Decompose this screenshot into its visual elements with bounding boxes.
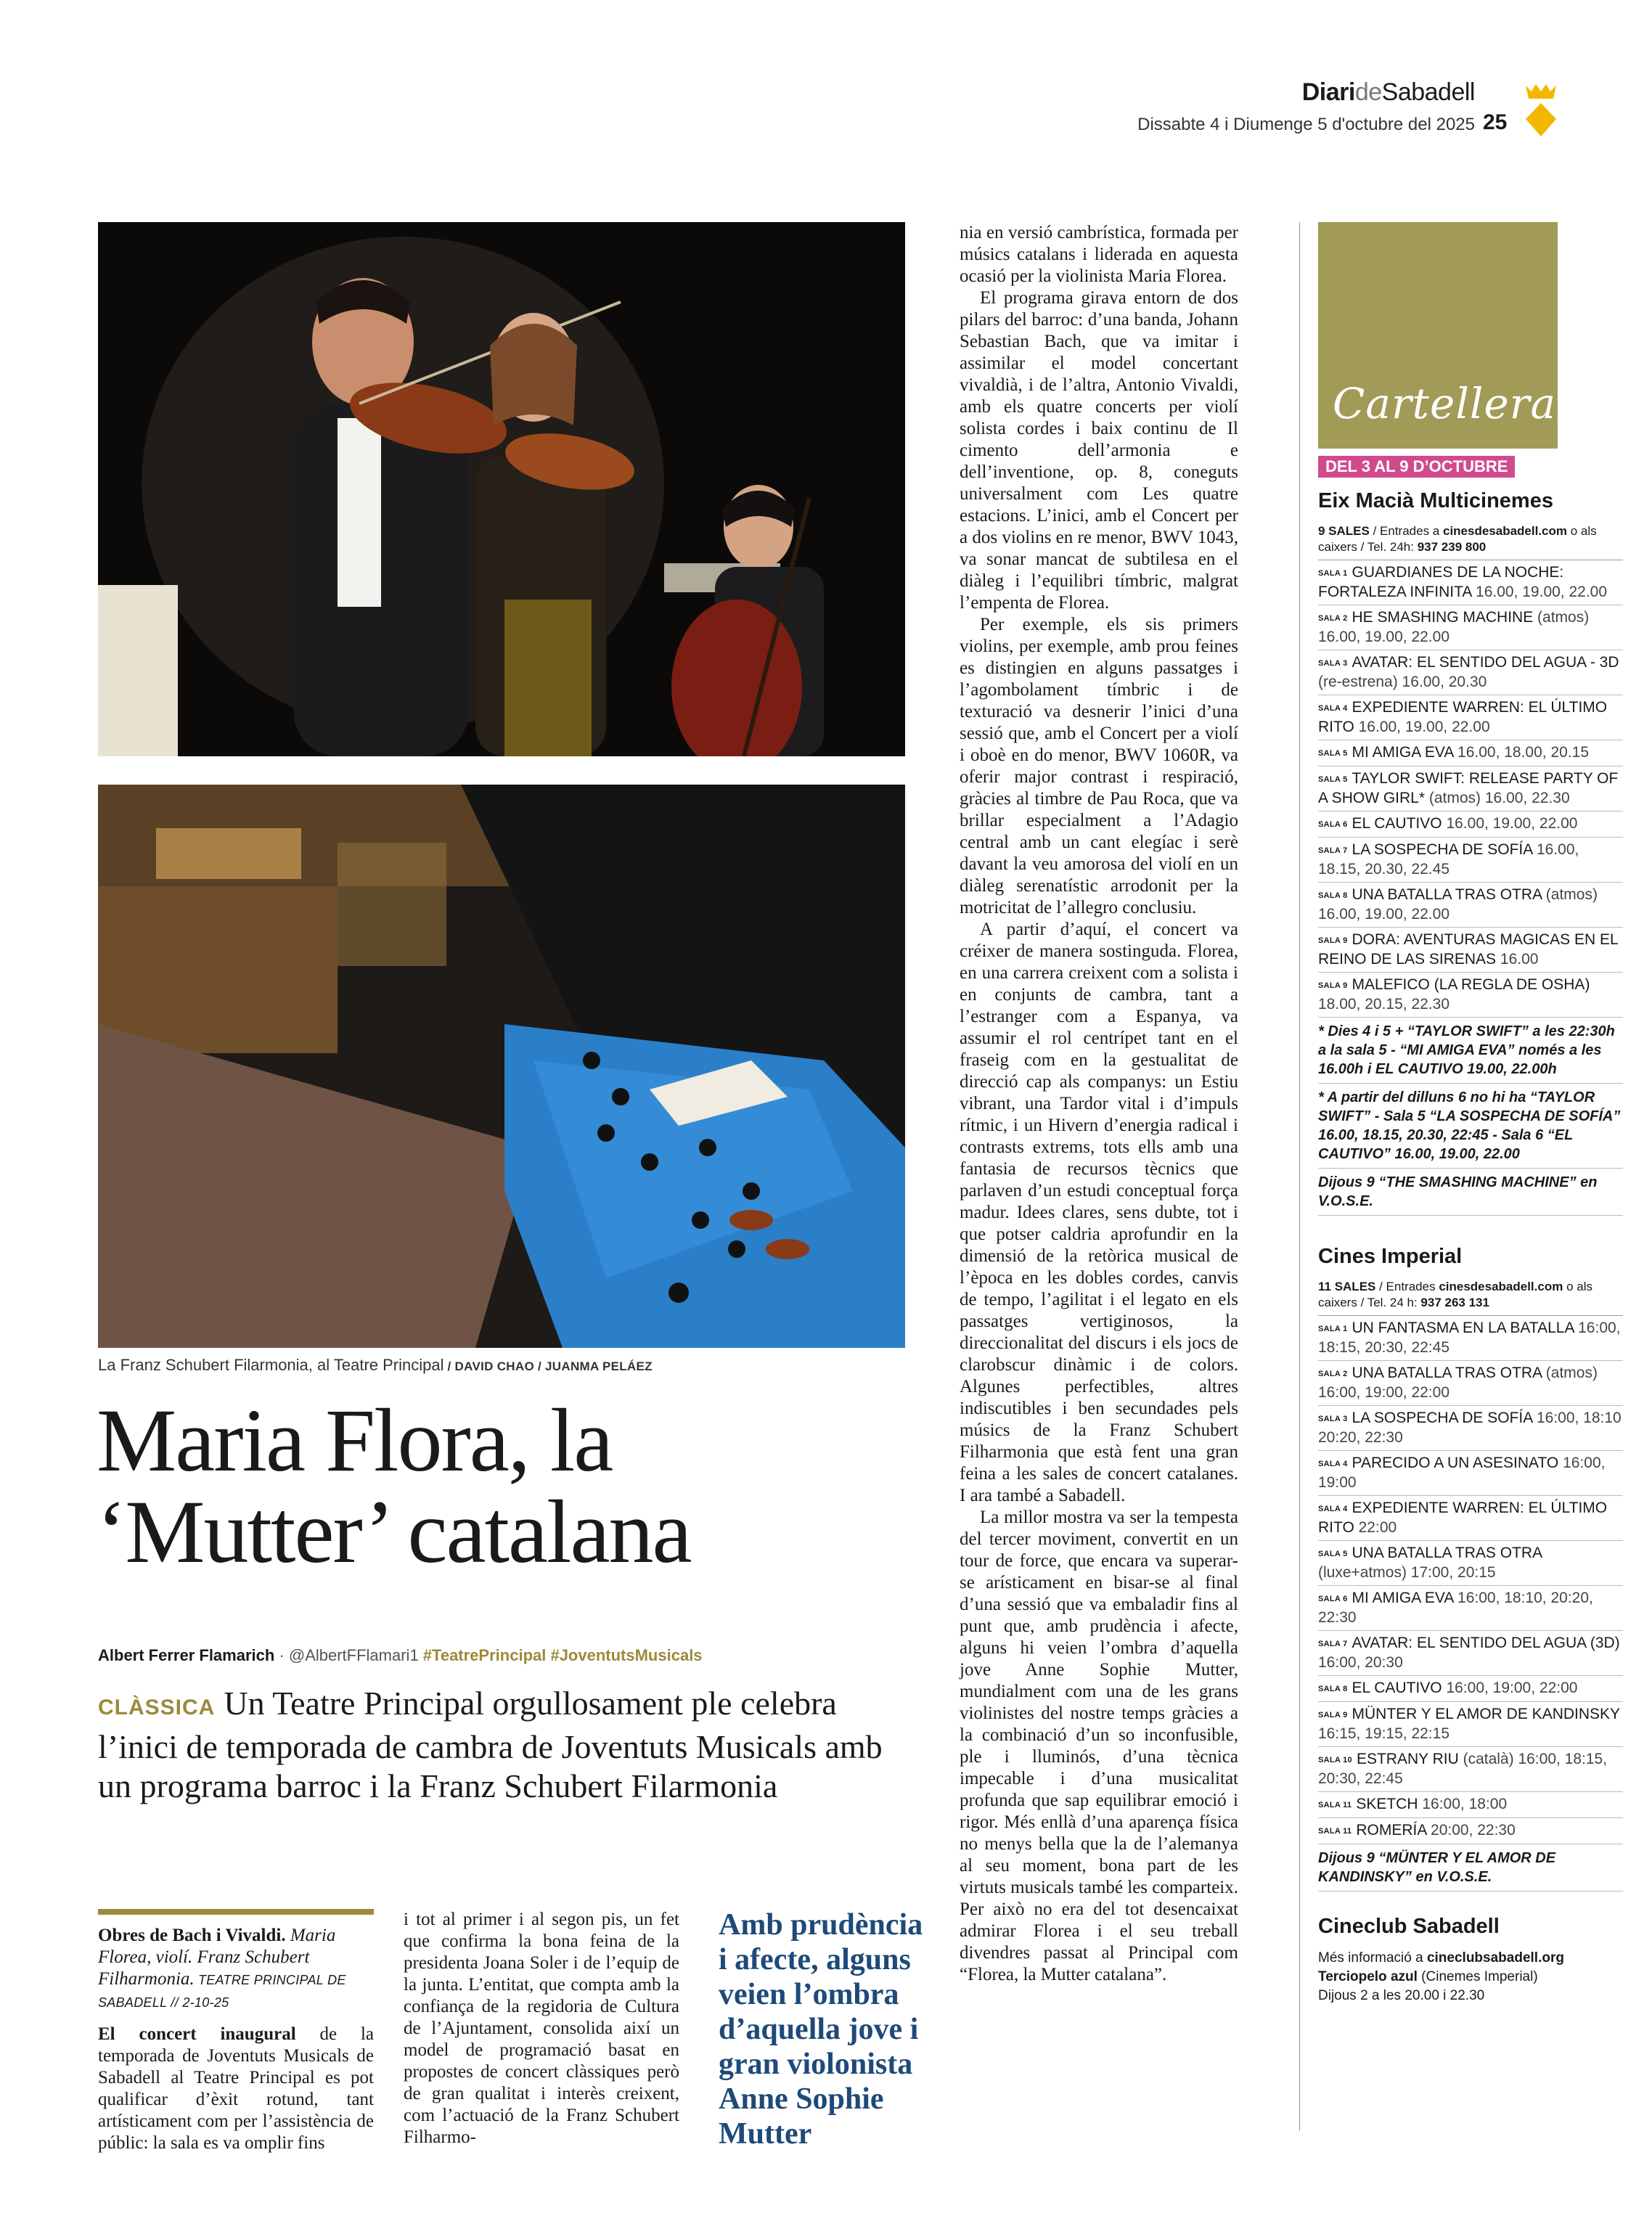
film-listing xyxy=(1318,560,1623,605)
film-listing xyxy=(1318,1747,1623,1792)
film-listing xyxy=(1318,838,1623,883)
sala-label: SALA 5 xyxy=(1318,749,1348,758)
film-title: LA SOSPECHA DE SOFÍA xyxy=(1352,841,1533,858)
film-listing xyxy=(1318,928,1623,973)
sala-label: SALA 2 xyxy=(1318,1370,1348,1378)
screening-note: * A partir del dilluns 6 no hi ha “TAYLOR SWIFT” - Sala 5 “LA SOSPECHA DE SOFÍA” 16.00, 18.15, 20.30, 22:45 - Sala 6 “EL CAUTIVO” 16.00, 19.00, 22.00 xyxy=(1318,1084,1623,1169)
film-title: MALEFICO (LA REGLA DE OSHA) xyxy=(1352,976,1590,993)
sala-label: SALA 2 xyxy=(1318,614,1348,623)
cinema-name: Eix Macià Multicinemes xyxy=(1318,489,1553,512)
byline: Albert Ferrer Flamarich · @AlbertFFlamari1 #TeatrePrincipal #JoventutsMusicals xyxy=(98,1646,703,1664)
film-times: 16:00, 20:30 xyxy=(1318,1654,1403,1671)
pull-quote: Amb prudència i afecte, alguns veien l’ombra d’aquella jove i gran violonista Anne Sophie Mutter xyxy=(719,1908,923,2151)
screening-note: Dijous 9 “THE SMASHING MACHINE” en V.O.S.E. xyxy=(1318,1169,1623,1216)
sala-label: SALA 7 xyxy=(1318,846,1348,855)
film-times: (atmos) 16.00, 19.00, 22.00 xyxy=(1318,886,1598,923)
film-listing xyxy=(1318,1631,1623,1676)
notes-list xyxy=(1318,1018,1623,1216)
film-listing xyxy=(1318,1792,1623,1818)
film-listing xyxy=(1318,766,1623,811)
review-infobox: Obres de Bach i Vivaldi. Maria Florea, violí. Franz Schubert Filharmonia. TEATRE PRINCIPAL DE SABADELL // 2-10-25 El concert inaugural de la temporada de Joventuts Musicals de Sabadell al Teatre Principal es pot qualificar d’èxit rotund, tant artísticament com per l’assistència de públic: la sala es va omplir fins xyxy=(98,1909,374,2154)
film-listing xyxy=(1318,811,1623,838)
film-title: MI AMIGA EVA xyxy=(1352,744,1454,761)
sala-label: SALA 4 xyxy=(1318,1460,1348,1468)
film-title: UN FANTASMA EN LA BATALLA xyxy=(1352,1320,1574,1336)
sala-label: SALA 6 xyxy=(1318,820,1348,829)
cartellera-sidebar xyxy=(1318,222,1623,2005)
film-times: 18.00, 20.15, 22.30 xyxy=(1318,996,1449,1013)
film-listing xyxy=(1318,740,1623,766)
film-listing xyxy=(1318,1818,1623,1844)
film-title: TAYLOR SWIFT: RELEASE PARTY OF A SHOW GIRL* xyxy=(1318,770,1619,806)
screening-note: Dijous 9 “MÜNTER Y EL AMOR DE KANDINSKY” en V.O.S.E. xyxy=(1318,1844,1623,1891)
film-times: 16:00, 18:00 xyxy=(1418,1796,1508,1812)
film-title: PARECIDO A UN ASESINATO xyxy=(1352,1455,1559,1471)
film-title: MI AMIGA EVA xyxy=(1352,1590,1454,1606)
body-col2: i tot al primer i al segon pis, un fet que confirma la bona feina de la presidenta Joana Soler i de l’equip de la junta. L’entitat, que compta amb la confiança de la regidoria de Cultura de l’Ajuntament, consolida així un model de programació basat en propostes de concert clàssiques però de gran qualitat i interès creixent, com l’actuació de la Franz Schubert Filharmo- xyxy=(404,1910,679,2147)
film-title: UNA BATALLA TRAS OTRA xyxy=(1352,886,1542,903)
film-title: HE SMASHING MACHINE xyxy=(1352,609,1534,626)
film-listing xyxy=(1318,973,1623,1018)
film-listing xyxy=(1318,883,1623,928)
cartellera-banner: Cartellera xyxy=(1318,222,1558,449)
sala-label: SALA 3 xyxy=(1318,659,1348,668)
film-title: EL CAUTIVO xyxy=(1352,815,1442,832)
body-col3: nia en versió cambrística, formada per músics catalans i liderada en aquesta ocasió per la violinista Maria Florea. El programa girava entorn de dos pilars del barroc: d’una banda, Johann Sebastian Bach, que va imitar i assimilar el model concertant vivaldià, i de l’altra, Antonio Vivaldi, amb els quatre concerts per violí solista cordes i baix continu de Il cimento dell’armonia e dell’inventione, op. 8, coneguts universalment com Les quatre estacions. L’inici, amb el Concert per a dos violins en re menor, BWV 1043, va sonar mancat de subtilesa en el diàleg i l’equilibri tímbric, malgrat l’empenta de Florea. Per exemple, els sis primers violins, per exemple, amb prou feines es distingien en alguns passatges i l’agombolament tímbric i de texturació va desnerir l’inici d’una sessió que, amb el Concert per a violí i oboè en do menor, BWV 1060R, va oferir major contrast i respiració, gràcies al timbre de Pau Roca, que va brillar especialment a l’Adagio central amb un cant elegíac i serè davant la veu amorosa del violí en un diàleg serenatístic arrodonit per la motricitat de l’allegro conclusiu. A partir d’aquí, el concert va créixer de manera sostinguda. Florea, en una carrera creixent com a solista i en conjunts de cambra, tant a l’estranger com a Espanya, va assumir el rol centrípet tant en el fraseig com en la gestualitat de direcció cap als companys: un Estiu vibrant, una Tardor vital i d’impuls rítmic, i un Hivern d’energia radical i contrasts extrems, tots ells amb una fantasia de recursos tècnics que parlaven d’un estudi conceptual força madur. Idees clares, sens dubte, tot i que potser caldria aprofundir en la dimensió de la retòrica musical de l’època en les dobles cordes, canvis de tempo, l’agilitat i el legato en els passatges vertiginosos, la direccionalitat del discurs i els jocs de clarobscur dinàmic i de colors. Algunes perfectibles, altres indiscutibles i ben secundades pels músics de la Franz Schubert Filharmonia que està fent una gran feina a les sales de concert catalanes. I ara també a Sabadell. La millor mostra va ser la tempesta del tercer moviment, convertit en un tour de force, que encara va superar-se arísticament en bisar-se al final d’una sessió que va embaladir fins al punt que, amb prudència i afecte, alguns hi veien l’ombra d’aquella jove Anne Sophie Mutter, mundialment com una de les grans violinistes del nostre temps gràcies a la combinació d’un so inconfusible, ple i lluminós, d’una tècnica impecable i d’una musicalitat profunda que sap equilibrar emoció i rigor. Més enllà d’una aparença física no menys bella que la de l’alemanya al seu moment, bona part de les virtuts musicals també les comparteix. Per això no era del tot desencaixat admirar Florea i el seu treball divendres passat al Principal com “Florea, la Mutter catalana”. xyxy=(960,223,1238,1984)
film-times: 16.00 xyxy=(1496,951,1539,968)
film-times: 20:00, 22:30 xyxy=(1426,1822,1516,1839)
film-times: (re-estrena) 16.00, 20.30 xyxy=(1318,674,1487,690)
film-title: GUARDIANES DE LA NOCHE: FORTALEZA INFINITA xyxy=(1318,564,1564,600)
film-times: 16:00, 19:00, 22:00 xyxy=(1442,1680,1578,1696)
film-listing xyxy=(1318,650,1623,695)
screening-note: * Dies 4 i 5 + “TAYLOR SWIFT” a les 22:30h a la sala 5 - “MI AMIGA EVA” només a les 16.00h i EL CAUTIVO 19.00, 22.00h xyxy=(1318,1018,1623,1084)
film-listing xyxy=(1318,1586,1623,1631)
diari-logo-icon xyxy=(1523,81,1559,139)
film-title: LA SOSPECHA DE SOFÍA xyxy=(1352,1410,1533,1426)
film-times: (atmos) 16:00, 19:00, 22:00 xyxy=(1318,1365,1598,1401)
photo-violinists xyxy=(98,222,905,756)
film-listing xyxy=(1318,1451,1623,1496)
sala-label: SALA 7 xyxy=(1318,1640,1348,1648)
film-list xyxy=(1318,1316,1623,1844)
film-times: 16.00, 19.00, 22.00 xyxy=(1354,719,1490,735)
film-title: EXPEDIENTE WARREN: EL ÚLTIMO RITO xyxy=(1318,1500,1608,1536)
column-divider xyxy=(1299,222,1300,2131)
sala-label: SALA 9 xyxy=(1318,1711,1348,1719)
film-title: EL CAUTIVO xyxy=(1352,1680,1442,1696)
sala-label: SALA 3 xyxy=(1318,1415,1348,1423)
standfirst: CLÀSSICA Un Teatre Principal orgullosament ple celebra l’inici de temporada de cambra de Joventuts Musicals amb un programa barroc i la Franz Schubert Filarmonia xyxy=(98,1685,883,1804)
sala-label: SALA 8 xyxy=(1318,1685,1348,1693)
film-times: 16.00, 18.15, 20.30, 22.45 xyxy=(1318,841,1579,878)
sala-label: SALA 1 xyxy=(1318,569,1348,578)
film-title: UNA BATALLA TRAS OTRA xyxy=(1352,1365,1542,1381)
cinema-info: 9 SALES / Entrades a cinesdesabadell.com o als caixers / Tel. 24h: 937 239 800 xyxy=(1318,523,1623,560)
sala-label: SALA 1 xyxy=(1318,1325,1348,1333)
sala-label: SALA 10 xyxy=(1318,1756,1352,1764)
section-label: CLÀSSICA xyxy=(98,1696,216,1719)
film-times: 16.00, 18.00, 20.15 xyxy=(1453,744,1590,761)
film-title: SKETCH xyxy=(1356,1796,1418,1812)
cinema-info: 11 SALES / Entrades cinesdesabadell.com o als caixers / Tel. 24 h: 937 263 131 xyxy=(1318,1279,1623,1316)
film-times: 16:00, 18:10 20:20, 22:30 xyxy=(1318,1410,1622,1446)
film-listing xyxy=(1318,1406,1623,1451)
photo-theatre-orchestra xyxy=(98,785,905,1348)
film-title: ESTRANY RIU xyxy=(1356,1751,1459,1767)
film-times: 16:00, 19:00 xyxy=(1318,1455,1606,1491)
photo-caption: La Franz Schubert Filarmonia, al Teatre Principal / DAVID CHAO / JUANMA PELÁEZ xyxy=(98,1356,653,1374)
film-listing xyxy=(1318,1676,1623,1702)
cartellera-dates: DEL 3 AL 9 D’OCTUBRE xyxy=(1318,456,1515,478)
film-listing xyxy=(1318,1361,1623,1406)
film-times: (atmos) 16.00, 19.00, 22.00 xyxy=(1318,609,1590,645)
film-listing xyxy=(1318,1496,1623,1541)
film-listing xyxy=(1318,605,1623,650)
sala-label: SALA 5 xyxy=(1318,775,1348,784)
headline: Maria Flora, la ‘Mutter’ catalana xyxy=(97,1391,691,1582)
film-times: 16.00, 19.00, 22.00 xyxy=(1442,815,1578,832)
sala-label: SALA 9 xyxy=(1318,936,1348,945)
body-col1: El concert inaugural de la temporada de Joventuts Musicals de Sabadell al Teatre Principal es pot qualificar d’èxit rotund, tant artísticament com per l’assistència de públic: la sala es va omplir fins xyxy=(98,2024,375,2153)
sala-label: SALA 9 xyxy=(1318,981,1348,990)
dateline: Dissabte 4 i Diumenge 5 d'octubre del 2025 xyxy=(1137,115,1475,134)
film-title: ROMERÍA xyxy=(1356,1822,1427,1839)
film-times: 22:00 xyxy=(1354,1519,1397,1536)
sala-label: SALA 4 xyxy=(1318,1505,1348,1513)
film-title: MÜNTER Y EL AMOR DE KANDINSKY xyxy=(1352,1706,1620,1722)
film-title: EXPEDIENTE WARREN: EL ÚLTIMO RITO xyxy=(1318,699,1608,735)
page-number: 25 xyxy=(1483,110,1508,134)
film-times: 16:00, 18:10, 20:20, 22:30 xyxy=(1318,1590,1593,1626)
film-times: (luxe+atmos) 17:00, 20:15 xyxy=(1318,1564,1496,1581)
notes-list xyxy=(1318,1844,1623,1891)
film-times: (català) 16:00, 18:15, 20:30, 22:45 xyxy=(1318,1751,1608,1787)
sala-label: SALA 4 xyxy=(1318,704,1348,713)
sala-label: SALA 5 xyxy=(1318,1550,1348,1558)
film-listing xyxy=(1318,1541,1623,1586)
sala-label: SALA 11 xyxy=(1318,1827,1352,1836)
film-title: UNA BATALLA TRAS OTRA xyxy=(1352,1545,1542,1561)
masthead: DiarideSabadell xyxy=(1301,78,1475,106)
film-times: 16:15, 19:15, 22:15 xyxy=(1318,1725,1449,1742)
film-title: DORA: AVENTURAS MAGICAS EN EL REINO DE LAS SIRENAS xyxy=(1318,931,1618,968)
cinema-name: Cines Imperial xyxy=(1318,1245,1463,1268)
film-title: AVATAR: EL SENTIDO DEL AGUA (3D) xyxy=(1352,1635,1620,1651)
film-title: AVATAR: EL SENTIDO DEL AGUA - 3D xyxy=(1352,654,1619,671)
film-listing xyxy=(1318,1702,1623,1747)
sala-label: SALA 8 xyxy=(1318,891,1348,900)
film-times: 16:00, 18:15, 20:30, 22:45 xyxy=(1318,1320,1621,1356)
cineclub-info: Més informació a cineclubsabadell.org Terciopelo azul (Cinemes Imperial) Dijous 2 a les 20.00 i 22.30 xyxy=(1318,1950,1564,2003)
film-times: (atmos) 16.00, 22.30 xyxy=(1425,790,1570,806)
film-listing xyxy=(1318,695,1623,740)
sala-label: SALA 11 xyxy=(1318,1801,1352,1809)
film-list xyxy=(1318,560,1623,1018)
film-times: 16.00, 19.00, 22.00 xyxy=(1471,584,1608,600)
cinema-name: Cineclub Sabadell xyxy=(1318,1915,1500,1938)
sala-label: SALA 6 xyxy=(1318,1595,1348,1603)
film-listing xyxy=(1318,1316,1623,1361)
